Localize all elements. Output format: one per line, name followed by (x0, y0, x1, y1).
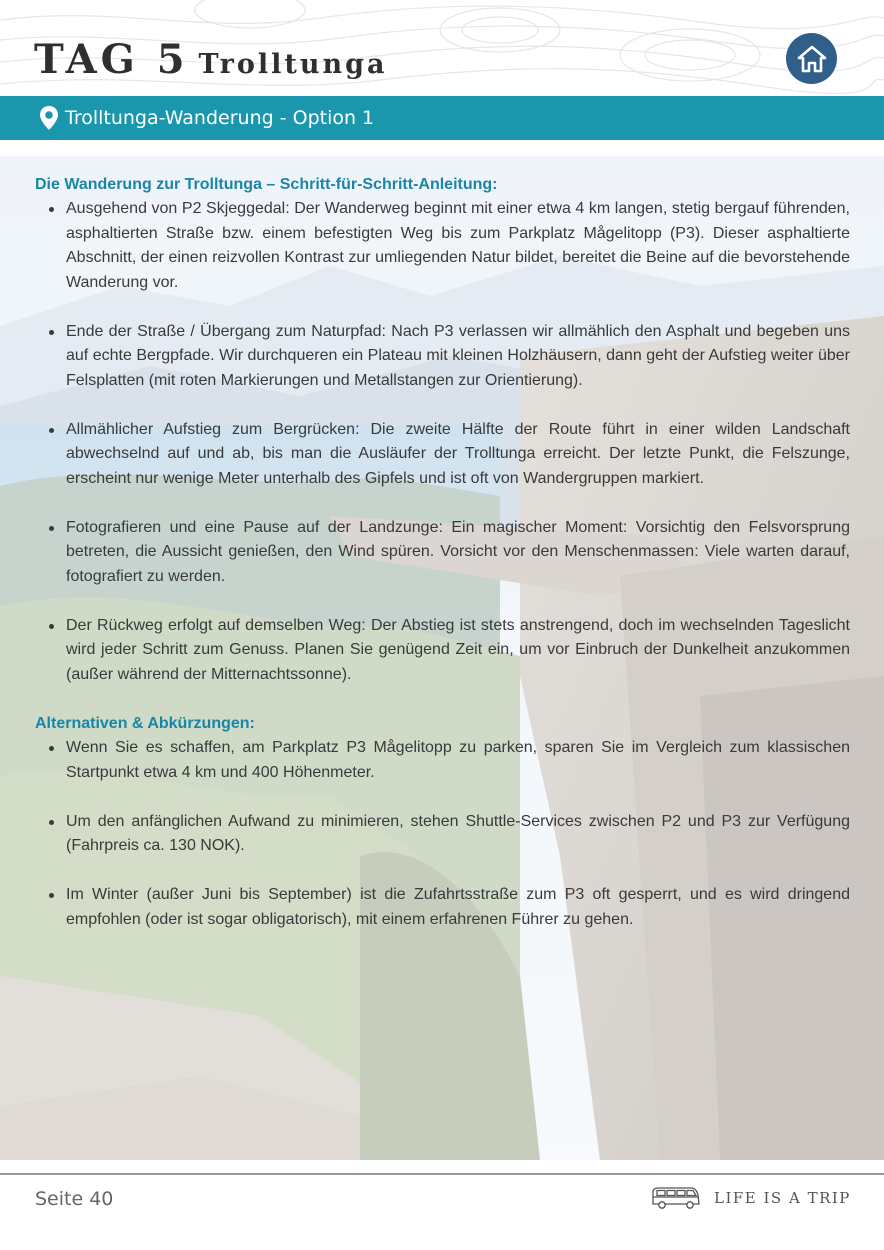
map-pin-icon (38, 105, 60, 131)
page-header (0, 0, 884, 96)
place-label: Trolltunga (198, 49, 388, 80)
section-heading-steps: Die Wanderung zur Trolltunga – Schritt-für-Schritt-Anleitung: (35, 176, 498, 193)
page-title (34, 36, 388, 83)
steps-list (35, 197, 850, 687)
alternatives-list (35, 736, 850, 932)
page-number: Seite 40 (35, 1188, 114, 1210)
day-label: TAG 5 (34, 36, 189, 83)
brand-name: LIFE IS A TRIP (714, 1189, 851, 1207)
list-item: Wenn Sie es schaffen, am Parkplatz P3 Mågelitopp zu parken, sparen Sie im Vergleich zum klassischen Startpunkt etwa 4 km und 400 Höhenmeter. (35, 736, 850, 785)
list-item: Im Winter (außer Juni bis September) ist die Zufahrtsstraße zum P3 oft gesperrt, und es wird dringend empfohlen (oder ist sogar obligatorisch), mit einem erfahrenen Führer zu gehen. (35, 883, 850, 932)
list-item: Fotografieren und eine Pause auf der Landzunge: Ein magischer Moment: Vorsichtig den Felsvorsprung betreten, die Aussicht genießen, den Wind spüren. Vorsicht vor den Menschenmassen: Viele warten darauf, fotografiert zu werden. (35, 516, 850, 590)
list-item: Ende der Straße / Übergang zum Naturpfad: Nach P3 verlassen wir allmählich den Asphalt und begeben uns auf echte Bergpfade. Wir durchqueren ein Plateau mit kleinen Holzhäusern, dann geht der Aufstieg weiter über Felsplatten (mit roten Markierungen und Metallstangen zur Orientierung). (35, 320, 850, 394)
home-icon (797, 45, 827, 73)
footer-divider (0, 1173, 884, 1175)
section-heading-alternatives: Alternativen & Abkürzungen: (35, 715, 255, 732)
page-content (0, 156, 884, 932)
list-item: Allmählicher Aufstieg zum Bergrücken: Die zweite Hälfte der Route führt in einer wilden Landschaft abwechselnd auf und ab, bis man die Ausläufer der Trolltunga erreicht. Der letzte Punkt, die Felszunge, erscheint nur wenige Meter unterhalb des Gipfels und ist oft von Wandergruppen markiert. (35, 418, 850, 492)
list-item: Der Rückweg erfolgt auf demselben Weg: Der Abstieg ist stets anstrengend, doch im wechselnden Tageslicht wird jeder Schritt zum Genuss. Planen Sie genügend Zeit ein, um vor Einbruch der Dunkelheit anzukommen (außer während der Mitternachtssonne). (35, 614, 850, 688)
list-item: Um den anfänglichen Aufwand zu minimieren, stehen Shuttle-Services zwischen P2 und P3 zur Verfügung (Fahrpreis ca. 130 NOK). (35, 810, 850, 859)
list-item: Ausgehend von P2 Skjeggedal: Der Wanderweg beginnt mit einer etwa 4 km langen, stetig bergauf führenden, asphaltierten Straße bzw. einem befestigten Weg bis zum Parkplatz Mågelitopp (P3). Dieser asphaltierte Abschnitt, der einen reizvollen Kontrast zur umliegenden Natur bildet, bereitet die Beine auf die bevorstehende Wanderung vor. (35, 197, 850, 295)
section-banner (0, 96, 884, 140)
home-button[interactable] (786, 33, 837, 84)
van-icon (651, 1186, 701, 1210)
banner-title: Trolltunga-Wanderung - Option 1 (65, 107, 375, 129)
